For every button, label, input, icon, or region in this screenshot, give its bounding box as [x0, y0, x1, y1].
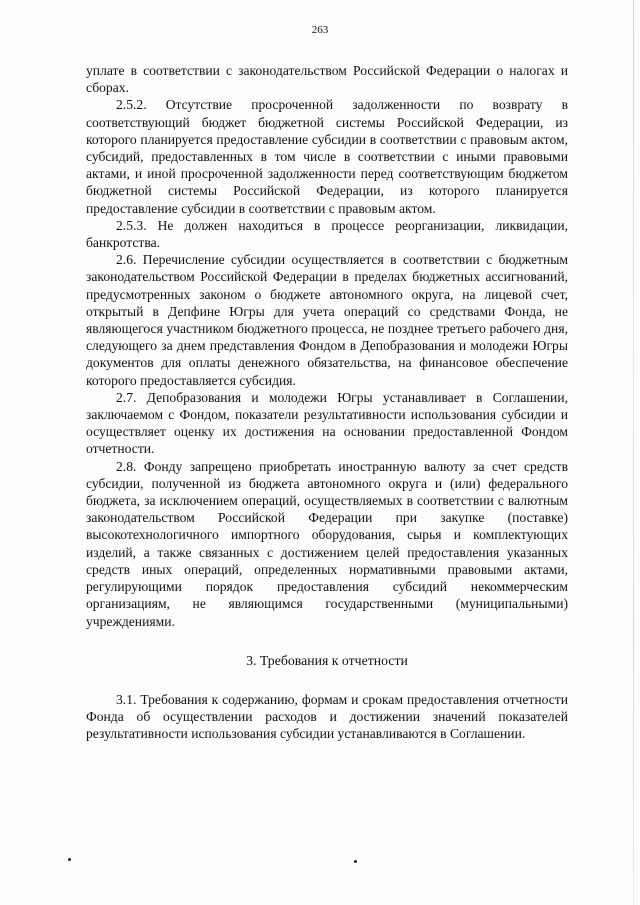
paragraph-2-6: 2.6. Перечисление субсидии осуществляется в соответствии с бюджетным законодательством Российской Федерации в пределах бюджетных ассигнований, предусмотренных законом о бюджете автономного округа, на лицевой счет, открытый в Депфине Югры для учета операций со средствами Фонда, не являющегося участником бюджетного процесса, не позднее третьего рабочего дня, следующего за днем представления Фондом в Депобразования и молодежи Югры документов для оплаты денежного обязательства, на финансовое обеспечение которого предоставляется субсидия. [86, 252, 568, 388]
paragraph-tax-continuation: уплате в соответствии с законодательством Российской Федерации о налогах и сборах. [86, 63, 568, 96]
page-number: 263 [311, 24, 329, 36]
scan-speck [354, 860, 357, 863]
scan-edge [633, 0, 634, 905]
paragraph-2-5-2: 2.5.2. Отсутствие просроченной задолженности по возврату в соответствующий бюджет бюджетной системы Российской Федерации, из которого планируется предоставление субсидии в соответствии с правовым актом, субсидий, предоставленных в том числе в соответствии с иными правовыми актами, и иной просроченной задолженности перед соответствующим бюджетом бюджетной системы Российской Федерации, из которого планируется предоставление субсидии в соответствии с правовым актом. [86, 97, 568, 216]
paragraph-2-7: 2.7. Депобразования и молодежи Югры устанавливает в Соглашении, заключаемом с Фондом, показатели результативности использования субсидии и осуществляет оценку их достижения на основании предоставленной Фондом отчетности. [86, 389, 568, 457]
paragraph-2-5-3: 2.5.3. Не должен находиться в процессе реорганизации, ликвидации, банкротства. [86, 217, 568, 251]
document-body [86, 62, 568, 743]
scan-speck [68, 858, 71, 861]
paragraph-3-1: 3.1. Требования к содержанию, формам и срокам предоставления отчетности Фонда об осуществлении расходов и достижении значений показателей результативности использования субсидии устанавливаются в Соглашении. [86, 691, 568, 742]
section-heading: 3. Требования к отчетности [246, 652, 408, 668]
paragraph-2-8: 2.8. Фонду запрещено приобретать иностранную валюту за счет средств субсидии, полученной из бюджета автономного округа и (или) федерального бюджета, за исключением операций, осуществляемых в соответствии с валютным законодательством Российской Федерации при закупке (поставке) высокотехнологичного импортного оборудования, сырья и комплектующих изделий, а также связанных с достижением целей предоставления указанных средств иных операций, определенных нормативными правовыми актами, регулирующими порядок предоставления субсидий некоммерческим организациям, не являющимся государственными (муниципальными) учреждениями. [86, 458, 568, 629]
